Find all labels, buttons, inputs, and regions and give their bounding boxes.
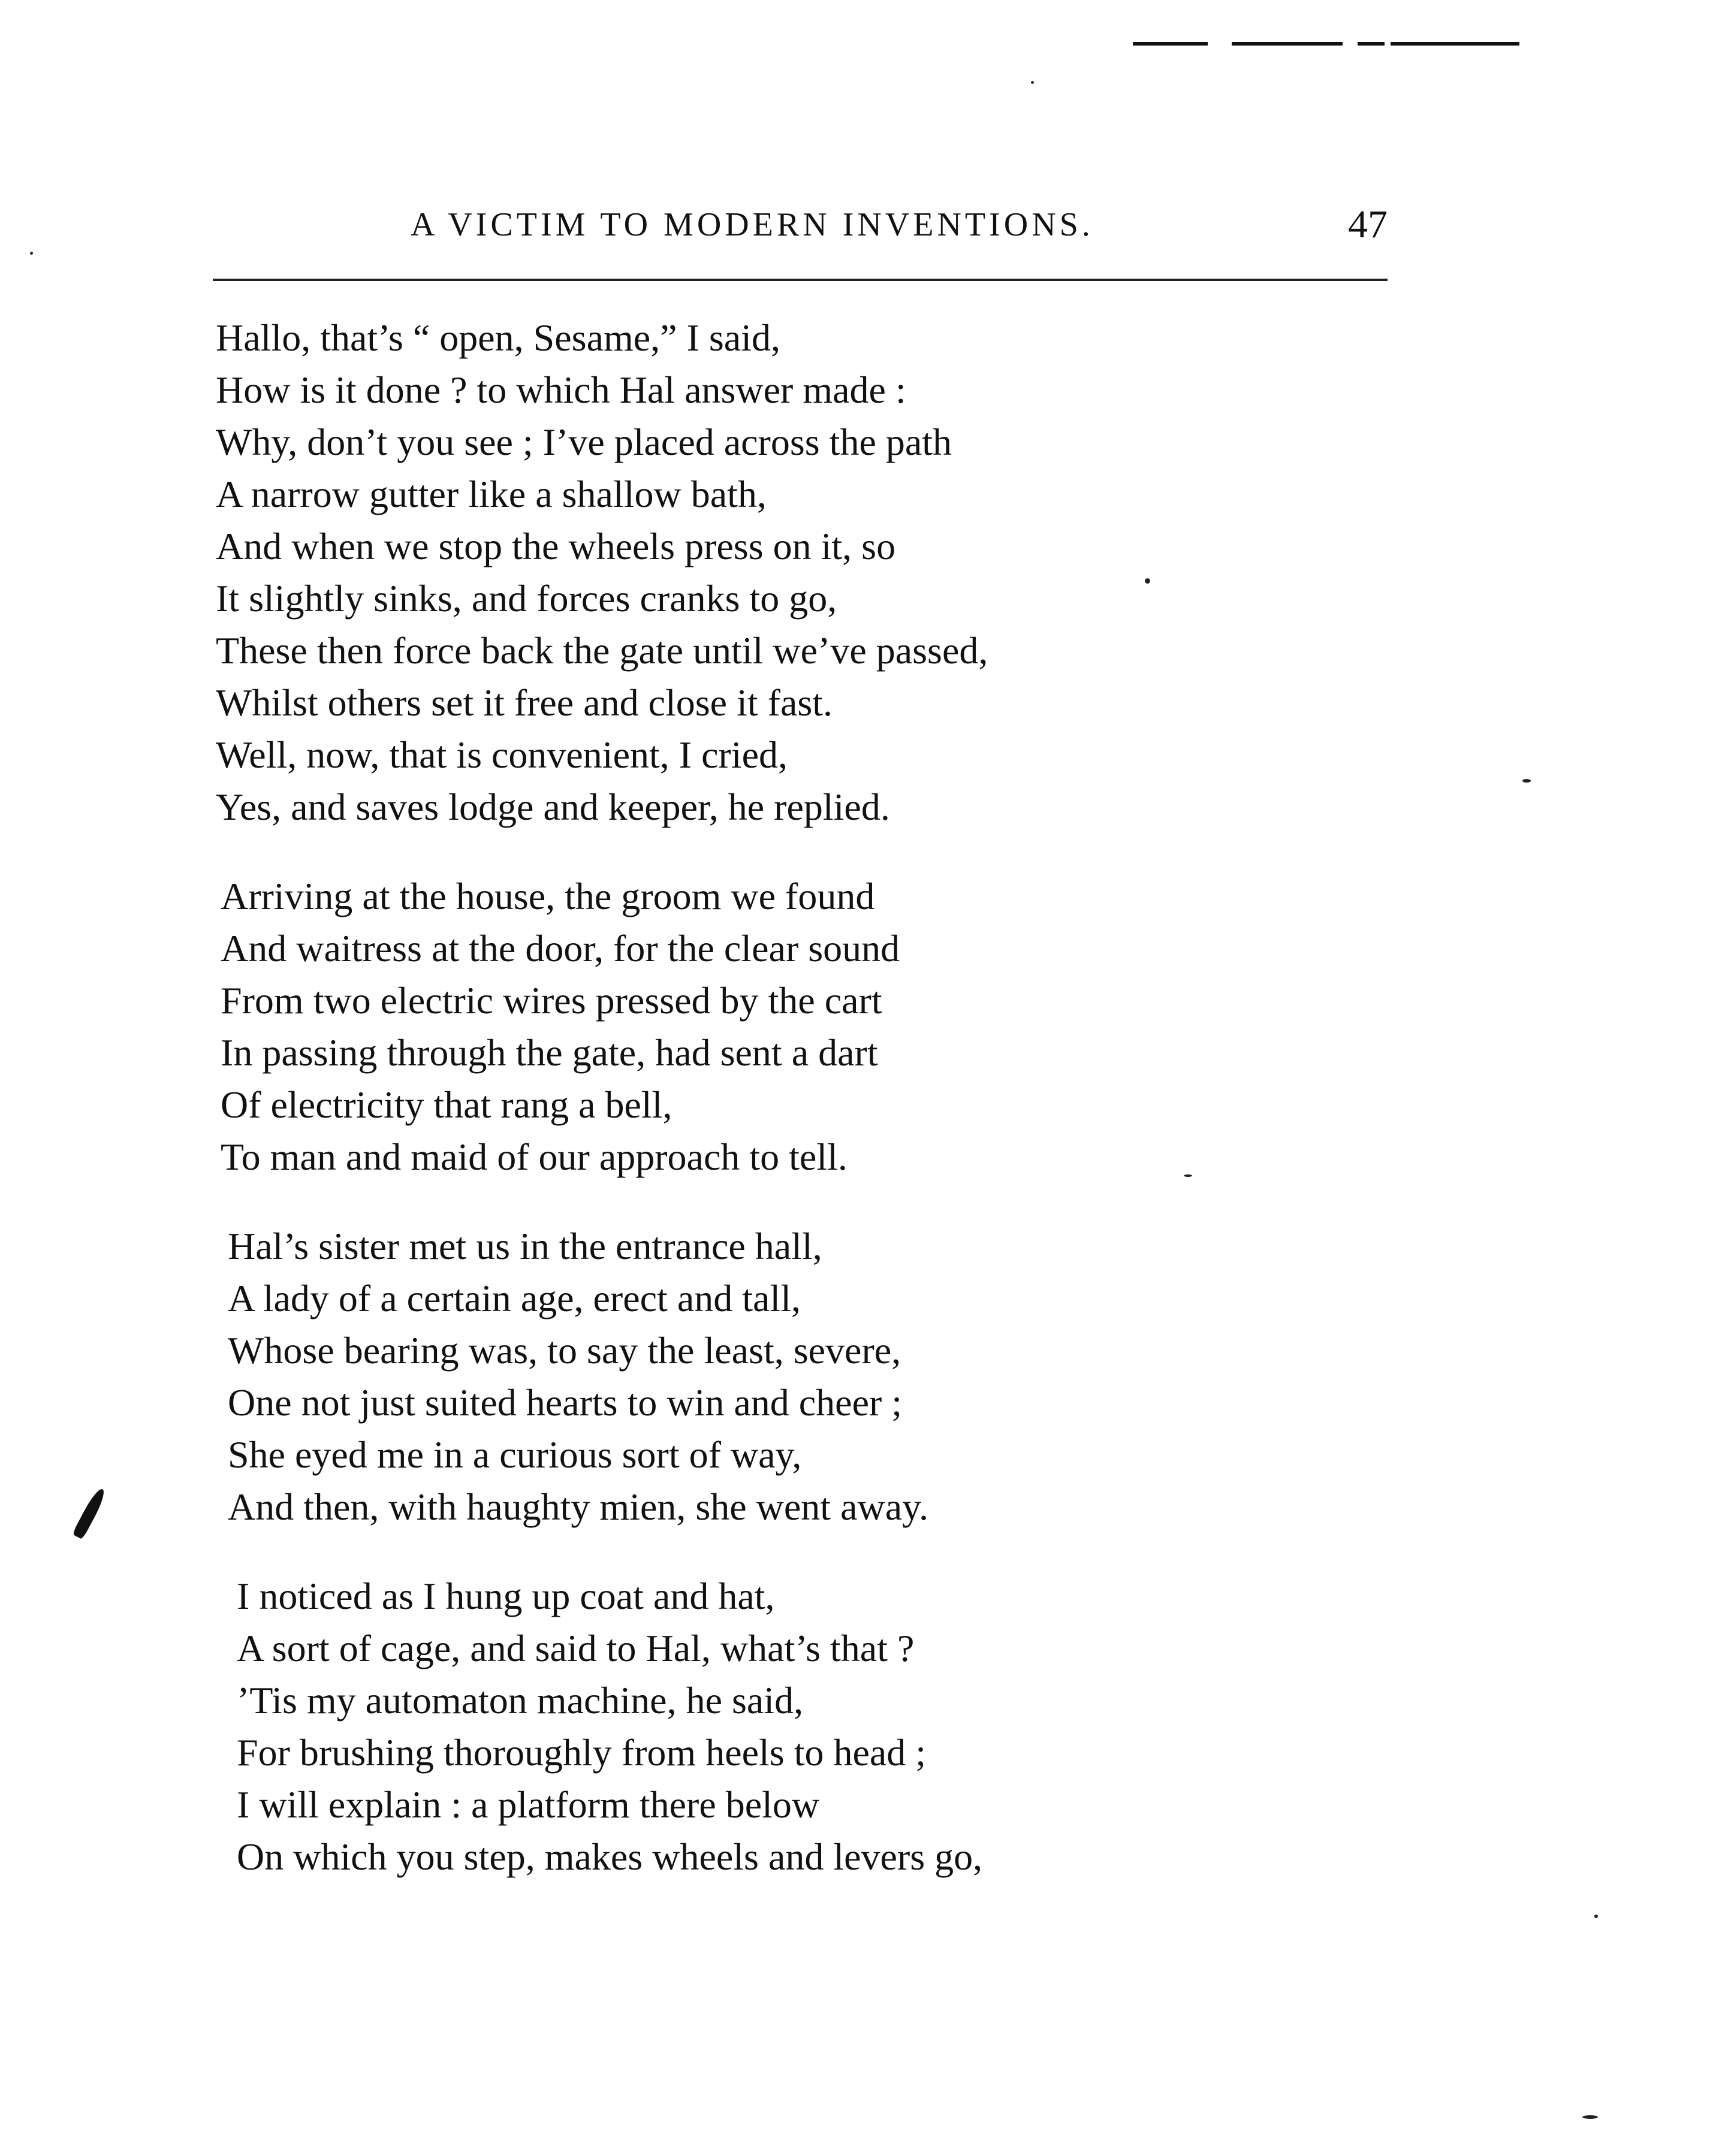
stanza-3 — [228, 1220, 1295, 1533]
poem-line: Why, don’t you see ; I’ve placed across the path — [216, 421, 952, 463]
poem-line: On which you step, makes wheels and levers go, — [237, 1835, 983, 1878]
scan-speck — [30, 252, 33, 255]
poem-line: From two electric wires pressed by the cart — [221, 979, 882, 1022]
stanza-1 — [216, 312, 1295, 833]
poem-line: Whilst others set it free and close it fast. — [216, 681, 833, 724]
scan-speck — [1031, 81, 1034, 84]
poem-line: These then force back the gate until we’ve passed, — [216, 629, 988, 672]
poem-line: Whose bearing was, to say the least, severe, — [228, 1329, 901, 1372]
printer-rule-marks — [1133, 38, 1582, 50]
stanza-2 — [221, 870, 1295, 1183]
poem-line: A lady of a certain age, erect and tall, — [228, 1277, 801, 1319]
poem-line: ’Tis my automaton machine, he said, — [237, 1679, 804, 1722]
scan-speck — [1522, 779, 1531, 783]
scan-speck — [1594, 1915, 1598, 1918]
poem-line: One not just suited hearts to win and cheer ; — [228, 1381, 903, 1424]
poem-line: Hallo, that’s “ open, Sesame,” I said, — [216, 316, 780, 359]
poem-line: I will explain : a platform there below — [237, 1783, 820, 1826]
poem-line: In passing through the gate, had sent a dart — [221, 1031, 878, 1074]
poem-line: Of electricity that rang a bell, — [221, 1083, 672, 1126]
poem-line: It slightly sinks, and forces cranks to go, — [216, 577, 837, 620]
poem-line: Yes, and saves lodge and keeper, he replied. — [216, 786, 890, 828]
poem-line: Well, now, that is convenient, I cried, — [216, 733, 788, 776]
poem-line: Arriving at the house, the groom we found — [221, 875, 875, 917]
poem — [216, 312, 1295, 1920]
scan-speck — [1145, 578, 1150, 584]
header-rule — [213, 279, 1388, 281]
poem-line: For brushing thoroughly from heels to head ; — [237, 1731, 927, 1774]
poem-line: A narrow gutter like a shallow bath, — [216, 473, 767, 515]
poem-line: To man and maid of our approach to tell. — [221, 1136, 848, 1178]
scan-speck — [1184, 1174, 1192, 1177]
running-title: A VICTIM TO MODERN INVENTIONS. — [411, 206, 1094, 243]
poem-line: And waitress at the door, for the clear sound — [221, 927, 900, 970]
poem-line: And when we stop the wheels press on it, so — [216, 525, 896, 567]
ink-mark — [72, 1487, 108, 1540]
scan-speck — [1582, 2115, 1598, 2119]
page-number: 47 — [1348, 203, 1388, 246]
poem-line: I noticed as I hung up coat and hat, — [237, 1575, 775, 1617]
running-head — [213, 198, 1388, 252]
poem-line: A sort of cage, and said to Hal, what’s that ? — [237, 1627, 915, 1669]
poem-line: She eyed me in a curious sort of way, — [228, 1433, 802, 1476]
poem-line: Hal’s sister met us in the entrance hall, — [228, 1225, 822, 1267]
stanza-4 — [237, 1570, 1295, 1883]
poem-line: How is it done ? to which Hal answer made : — [216, 369, 906, 411]
poem-line: And then, with haughty mien, she went away. — [228, 1485, 928, 1528]
